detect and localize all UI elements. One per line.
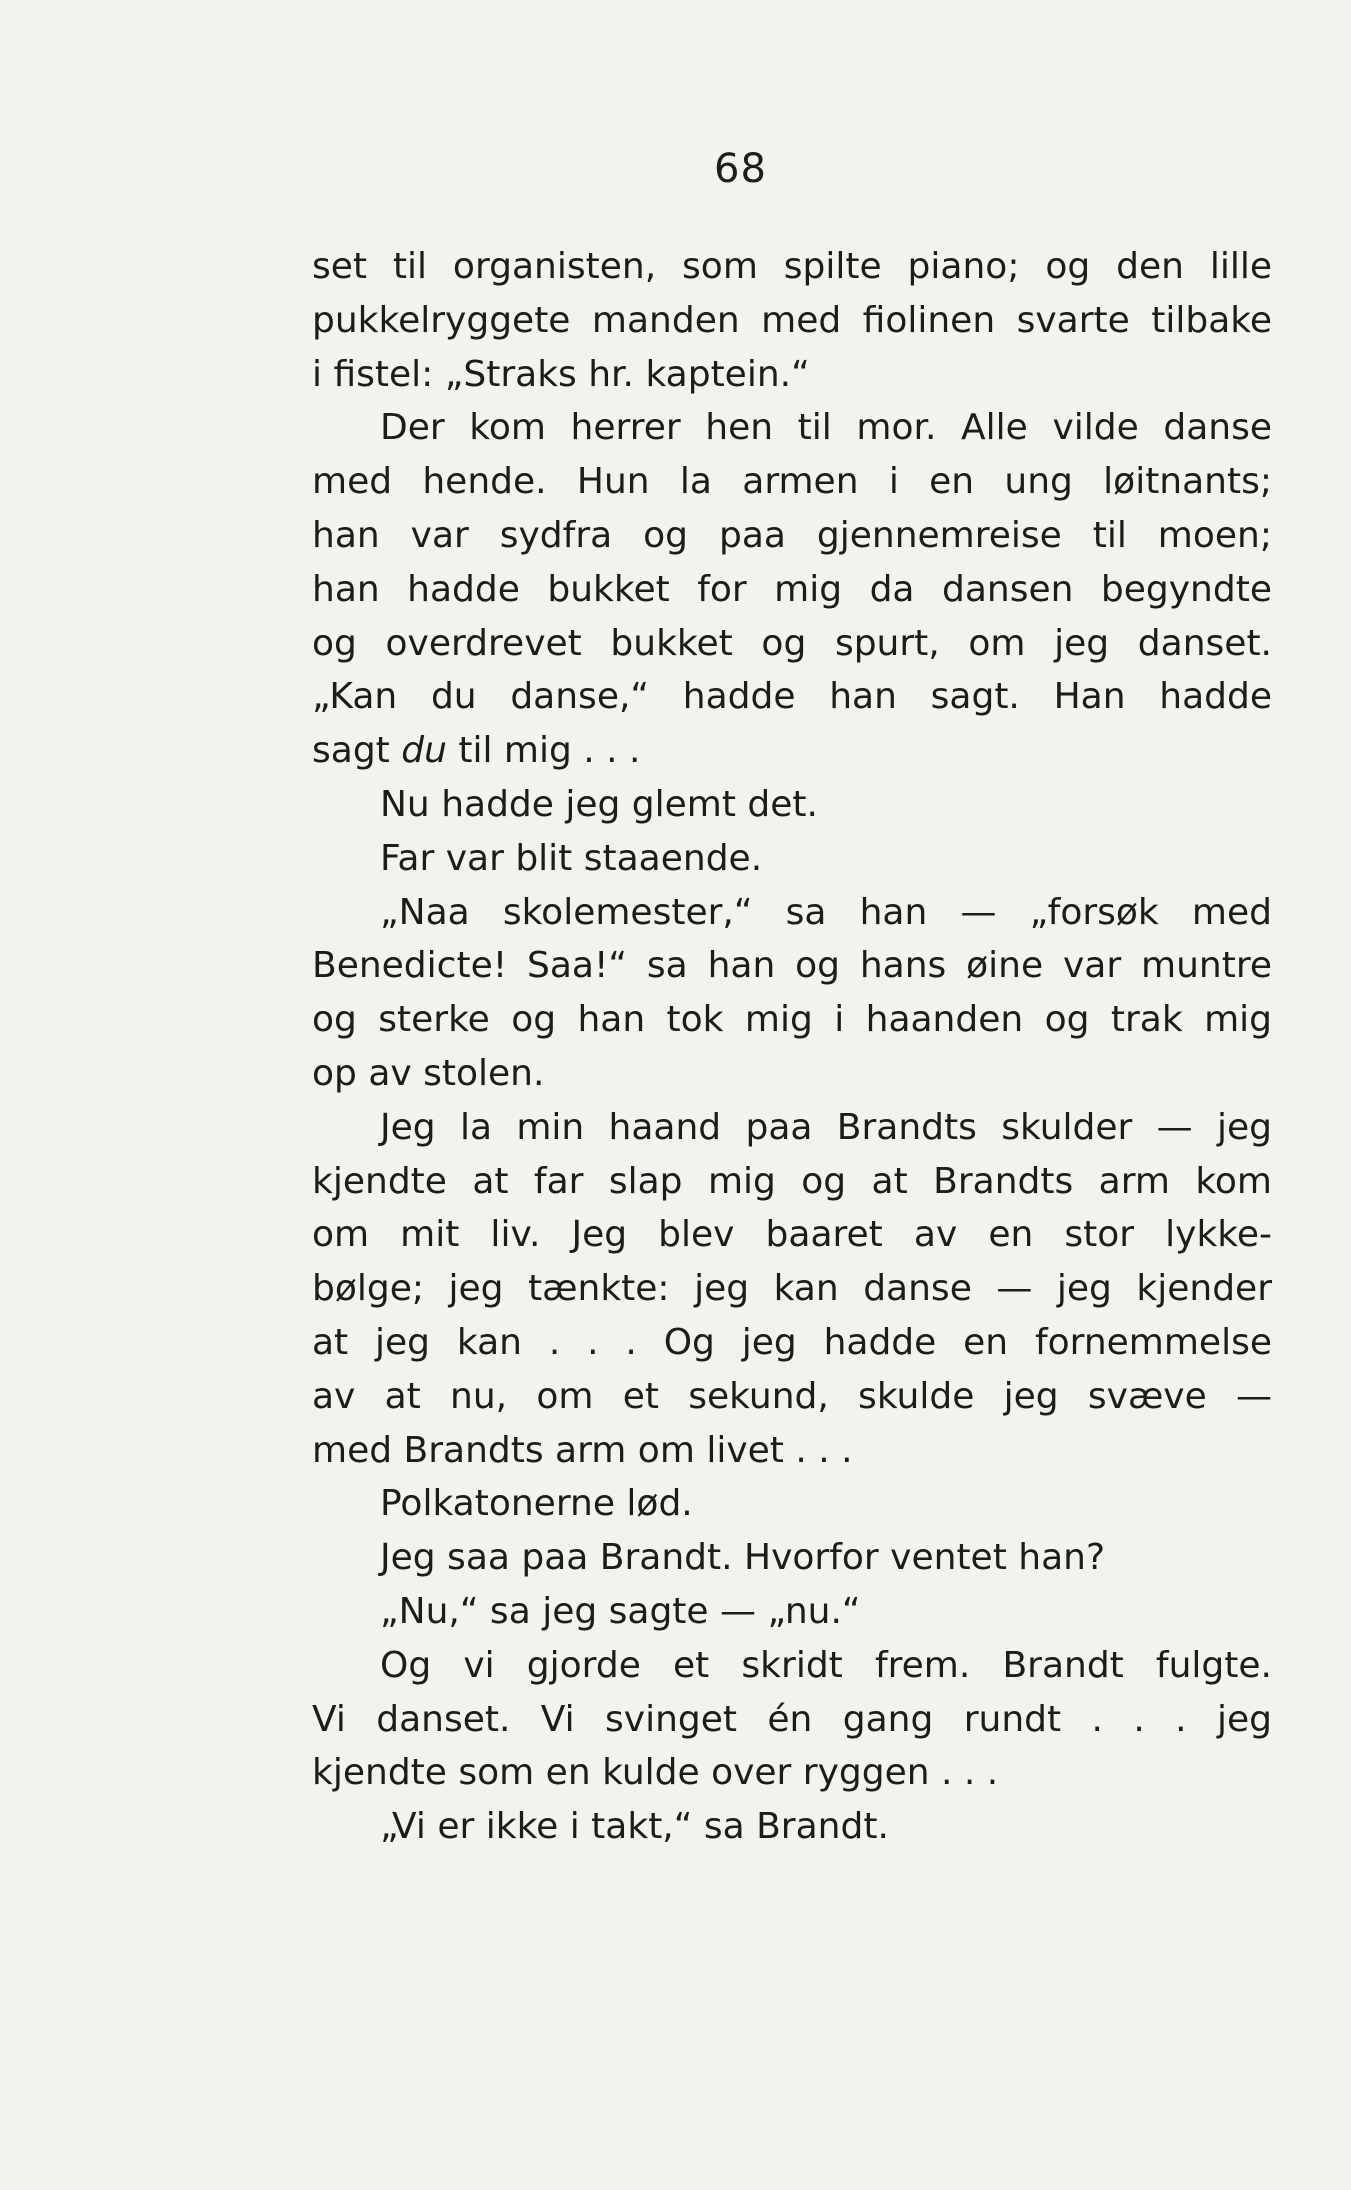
text-line: „Vi er ikke i takt,“ sa Brandt.: [380, 1806, 889, 1848]
text-segment: til mig . . .: [446, 730, 641, 772]
text-line: „Nu,“ sa jeg sagte — „nu.“: [380, 1590, 861, 1632]
body-text: [312, 240, 1272, 1854]
text-line: „Naa skolemester,“ sa han — „forsøk med: [380, 891, 1272, 933]
text-line: Og vi gjorde et skridt frem. Brandt fulgte.: [380, 1644, 1272, 1686]
text-line: kjendte at far slap mig og at Brandts arm kom: [312, 1160, 1272, 1202]
text-line: Benedicte! Saa!“ sa han og hans øine var muntre: [312, 945, 1272, 987]
text-line: kjendte som en kulde over ryggen . . .: [312, 1752, 999, 1794]
text-line: op av stolen.: [312, 1052, 545, 1094]
text-line: med hende. Hun la armen i en ung løitnants;: [312, 461, 1272, 503]
text-line: Nu hadde jeg glemt det.: [380, 783, 818, 825]
text-segment: sagt: [312, 730, 402, 772]
text-line: han hadde bukket for mig da dansen begyndte: [312, 568, 1272, 610]
text-line: bølge; jeg tænkte: jeg kan danse — jeg kjender: [312, 1268, 1272, 1310]
text-line: han var sydfra og paa gjennemreise til moen;: [312, 514, 1272, 556]
page-number: 68: [714, 146, 767, 192]
emphasized-word: du: [401, 730, 447, 772]
text-line: i fistel: „Straks hr. kaptein.“: [312, 353, 810, 395]
text-line: og sterke og han tok mig i haanden og trak mig: [312, 999, 1272, 1041]
text-line: med Brandts arm om livet . . .: [312, 1429, 853, 1471]
text-line: set til organisten, som spilte piano; og den lille: [312, 246, 1272, 287]
text-line: Polkatonerne lød.: [380, 1483, 693, 1525]
text-line: pukkelryggete manden med fiolinen svarte tilbake: [312, 299, 1272, 341]
text-line: Jeg saa paa Brandt. Hvorfor ventet han?: [380, 1537, 1106, 1579]
text-line: av at nu, om et sekund, skulde jeg svæve —: [312, 1375, 1272, 1417]
text-line: at jeg kan . . . Og jeg hadde en fornemmelse: [312, 1321, 1272, 1363]
text-line: og overdrevet bukket og spurt, om jeg danset.: [312, 622, 1272, 664]
text-line: om mit liv. Jeg blev baaret av en stor lykke-: [312, 1214, 1272, 1256]
text-line: „Kan du danse,“ hadde han sagt. Han hadde: [312, 676, 1272, 718]
text-line: [312, 724, 1272, 778]
text-line: Vi danset. Vi svinget én gang rundt . . . jeg: [312, 1698, 1272, 1740]
text-line: Far var blit staaende.: [380, 837, 763, 879]
text-line: Der kom herrer hen til mor. Alle vilde danse: [380, 407, 1272, 449]
text-line: Jeg la min haand paa Brandts skulder — jeg: [380, 1106, 1272, 1148]
